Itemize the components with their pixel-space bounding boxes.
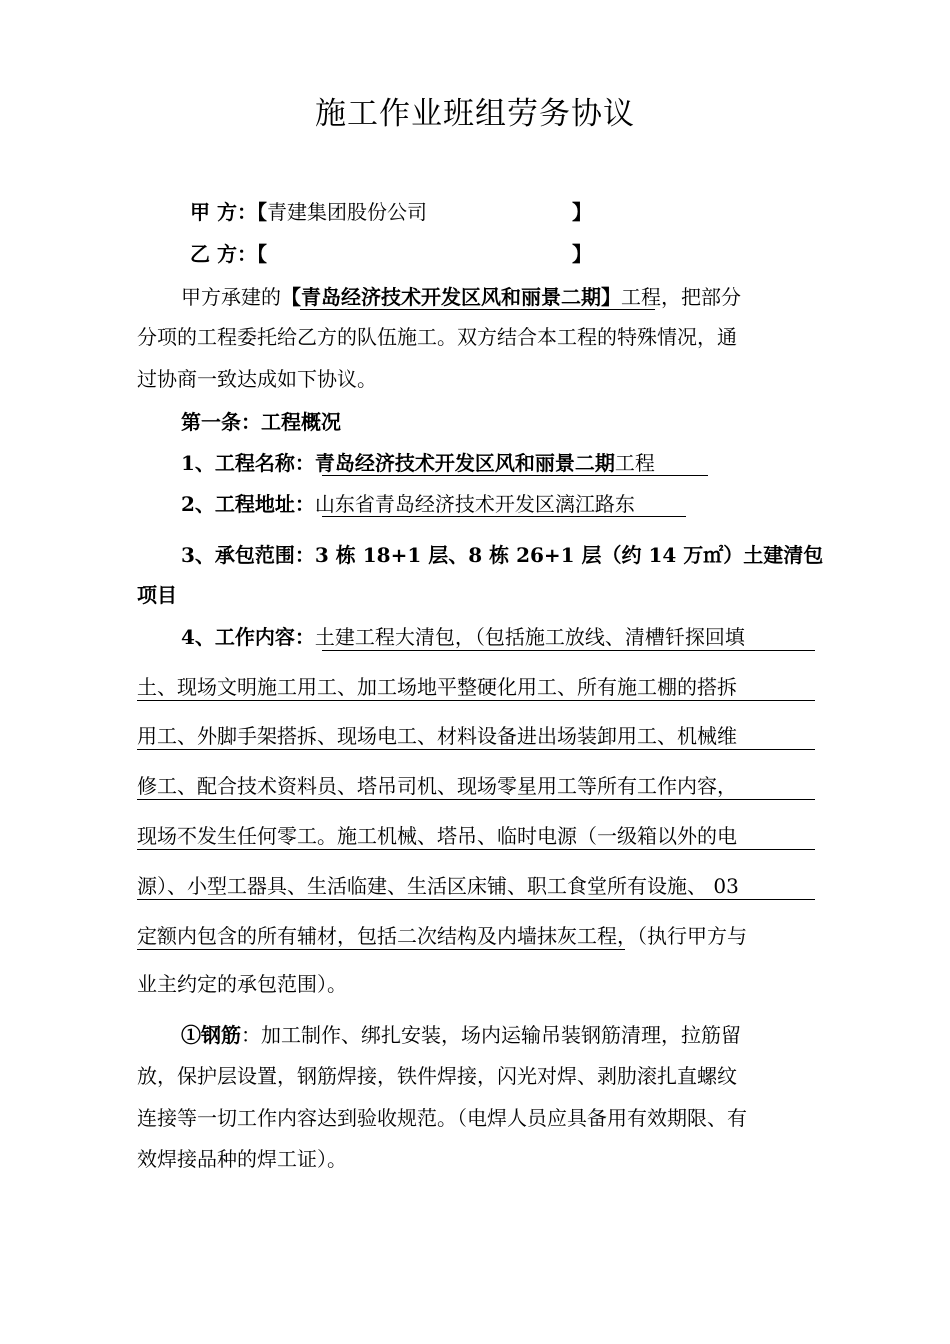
article-1-heading: 第一条：工程概况 xyxy=(181,410,341,434)
party-b-label: 乙 方： xyxy=(190,242,257,266)
rebar-line-1 xyxy=(181,1021,861,1049)
party-a-open-bracket: 【 xyxy=(256,200,267,224)
item-4-line-1 xyxy=(181,623,861,651)
item-1-label: 1、工程名称： xyxy=(181,451,315,475)
item-4-text-7a: 定额内包含的所有辅材，包括二次结构及内墙抹灰 xyxy=(137,924,577,948)
rebar-line-4: 效焊接品种的焊工证）。 xyxy=(137,1147,347,1171)
item-4-line-7 xyxy=(137,922,817,950)
item-1-underline xyxy=(322,475,708,476)
rebar-text-1: 加工制作、绑扎安装，场内运输吊装钢筋清理，拉筋留 xyxy=(261,1023,741,1047)
item-1-line xyxy=(181,449,861,477)
item-4-text-1: 土建工程大清包，（包括施工放线、清槽钎探回填 xyxy=(314,625,745,649)
party-b-line xyxy=(190,240,267,268)
party-a-label: 甲 方： xyxy=(190,200,257,224)
item-4-underline-1 xyxy=(322,650,815,651)
item-4-underline-3 xyxy=(137,749,815,750)
item-4-underline-6 xyxy=(137,899,815,900)
intro-close-bracket: 】 xyxy=(601,285,621,309)
item-4-line-4: 修工、配合技术资料员、塔吊司机、现场零星用工等所有工作内容， xyxy=(137,774,737,798)
party-a-line xyxy=(190,198,427,226)
item-4-line-3: 用工、外脚手架搭拆、现场电工、材料设备进出场装卸用工、机械维 xyxy=(137,724,737,748)
item-4-line-6: 源）、小型工器具、生活临建、生活区床铺、职工食堂所有设施、 03 xyxy=(137,874,739,898)
party-a-name: 青建集团股份公司 xyxy=(266,200,427,224)
item-4-line-8: 业主约定的承包范围）。 xyxy=(137,972,347,996)
item-1-suffix: 工程 xyxy=(614,451,655,475)
item-4-underline-5 xyxy=(137,849,815,850)
item-2-value: 山东省青岛经济技术开发区漓江路东 xyxy=(314,492,635,516)
item-4-line-2: 土、现场文明施工用工、加工场地平整硬化用工、所有施工棚的搭拆 xyxy=(137,675,737,699)
item-1-value: 青岛经济技术开发区风和丽景二期 xyxy=(314,451,615,475)
item-4-underline-2 xyxy=(137,700,815,701)
intro-project-name: 青岛经济技术开发区风和丽景二期 xyxy=(301,285,601,309)
item-4-line-5: 现场不发生任何零工。施工机械、塔吊、临时电源（一级箱以外的电 xyxy=(137,824,737,848)
intro-line-1 xyxy=(181,283,821,311)
rebar-colon: ： xyxy=(241,1023,261,1047)
intro-open-bracket: 【 xyxy=(281,285,301,309)
item-3-line-2: 项目 xyxy=(137,583,177,607)
intro-lead: 甲方承建的 xyxy=(181,285,281,309)
intro-tail: 工程，把部分 xyxy=(621,285,741,309)
party-b-open-bracket: 【 xyxy=(256,242,267,266)
document-title: 施工作业班组劳务协议 xyxy=(315,96,635,132)
item-4-underline-4 xyxy=(137,799,815,800)
rebar-line-2: 放，保护层设置，钢筋焊接，铁件焊接，闪光对焊、剥肋滚扎直螺纹 xyxy=(137,1064,737,1088)
item-2-label: 2、工程地址： xyxy=(181,492,315,516)
rebar-line-3: 连接等一切工作内容达到验收规范。（电焊人员应具备用有效期限、有 xyxy=(137,1106,747,1130)
intro-line-3: 过协商一致达成如下协议。 xyxy=(137,367,377,391)
item-2-underline xyxy=(322,516,686,517)
item-3-line-1: 3、承包范围：3 栋 18+1 层、8 栋 26+1 层（约 14 万㎡）土建清包 xyxy=(181,543,824,567)
intro-line-2: 分项的工程委托给乙方的队伍施工。双方结合本工程的特殊情况，通 xyxy=(137,325,737,349)
item-2-line xyxy=(181,490,861,518)
item-4-label: 4、工作内容： xyxy=(181,625,315,649)
party-b-close-bracket: 】 xyxy=(572,242,592,266)
item-4-text-7b: 工程，（执行甲方与 xyxy=(577,924,747,948)
rebar-label: ①钢筋 xyxy=(181,1023,241,1047)
party-a-close-bracket: 】 xyxy=(572,200,592,224)
item-4-underline-7 xyxy=(137,949,625,950)
intro-project-underline xyxy=(300,309,655,310)
